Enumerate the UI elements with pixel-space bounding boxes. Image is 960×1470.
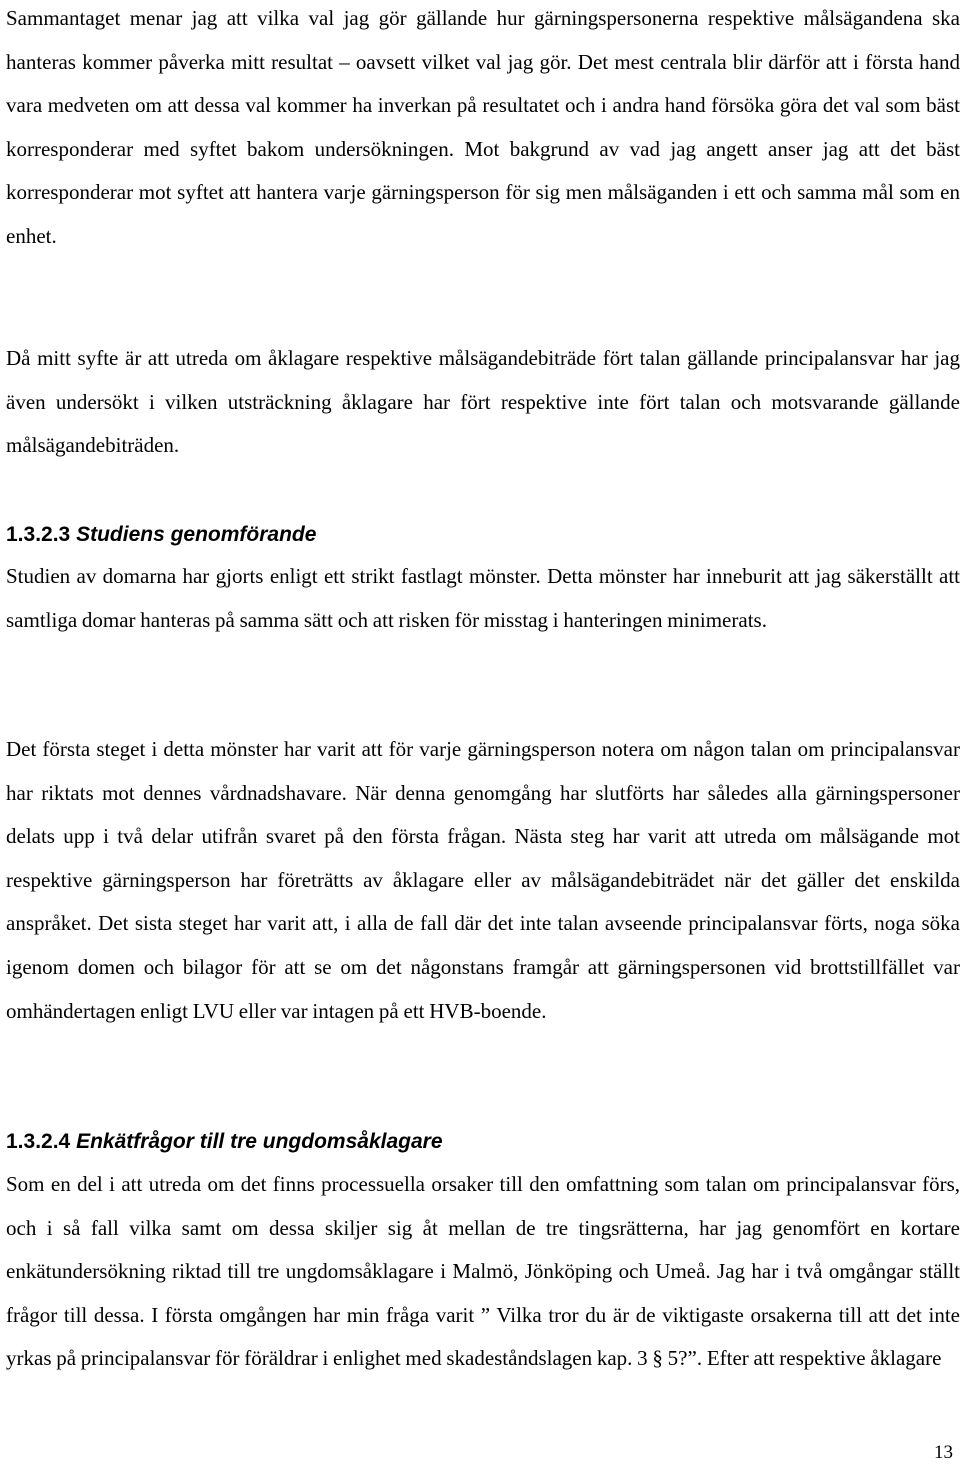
paragraph-sammantaget: Sammantaget menar jag att vilka val jag gör gällande hur gärningspersonerna respektive målsägandena ska hanteras kommer påverka mitt resultat – oavsett vilket val jag gör. Det mest centrala blir därför att i första hand vara medveten om att dessa val kommer ha inverkan på resultatet och i andra hand försöka göra det val som bäst korresponderar med syftet bakom undersökningen. Mot bakgrund av vad jag angett anser jag att det bäst korresponderar mot syftet att hantera varje gärningsperson för sig men målsäganden i ett och samma mål som en enhet. [6,6,960,248]
paragraph-enkat: Som en del i att utreda om det finns processuella orsaker till den omfattning som talan om principalansvar förs, och i så fall vilka samt om dessa skiljer sig åt mellan de tre tingsrätterna, har jag genomfört en kortare enkätundersökning riktad till tre ungdomsåklagare i Malmö, Jönköping och Umeå. Jag har i två omgångar ställt frågor till dessa. I första omgången har min fråga varit ” Vilka tror du är de viktigaste orsakerna till att det inte yrkas på principalansvar för föräldrar i enlighet med skadeståndslagen kap. 3 § 5?”. Efter att respektive åklagare [6,1172,960,1371]
section-number: 1.3.2.3 [6,523,71,546]
paragraph-studien: Studien av domarna har gjorts enligt ett strikt fastlagt mönster. Detta mönster har inneburit att jag säkerställt att samtliga domar hanteras på samma sätt och att risken för misstag i hanteringen minimerats. [6,564,960,632]
page-number: 13 [934,1442,953,1463]
paragraph-syfte: Då mitt syfte är att utreda om åklagare respektive målsägandebiträde fört talan gällande principalansvar har jag även undersökt i vilken utsträckning åklagare har fört respektive inte fört talan och motsvarande gällande målsägandebiträden. [6,346,960,458]
section-title: Studiens genomförande [76,523,317,546]
section-heading-enkatfragor [6,1128,443,1156]
section-heading-studiens-genomforande [6,521,316,549]
section-title: Enkätfrågor till tre ungdomsåklagare [76,1130,443,1153]
section-number: 1.3.2.4 [6,1130,71,1153]
paragraph-forsta-steget: Det första steget i detta mönster har varit att för varje gärningsperson notera om någon talan om principalansvar har riktats mot dennes vårdnadshavare. När denna genomgång har slutförts har således alla gärningspersoner delats upp i två delar utifrån svaret på den första frågan. Nästa steg har varit att utreda om målsägande mot respektive gärningsperson har företrätts av åklagare eller av målsägandebiträdet när det gäller det enskilda anspråket. Det sista steget har varit att, i alla de fall där det inte talan avseende principalansvar förts, noga söka igenom domen och bilagor för att se om det någonstans framgår att gärningspersonen vid brottstillfället var omhändertagen enligt LVU eller var intagen på ett HVB-boende. [6,737,960,1023]
